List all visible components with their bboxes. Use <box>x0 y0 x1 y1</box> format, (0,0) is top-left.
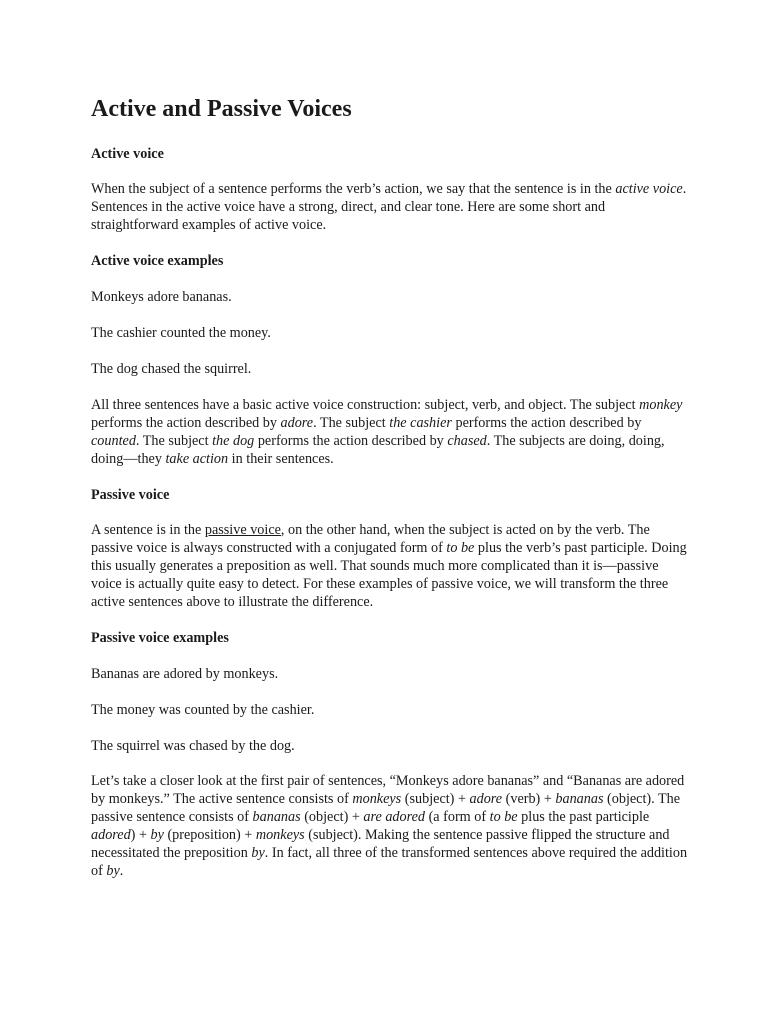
text-run: performs the action described by <box>451 415 642 431</box>
text-run: in their sentences. <box>228 451 334 467</box>
italic-term: by <box>150 827 164 843</box>
example-sentence: Monkeys adore bananas. <box>91 289 232 305</box>
italic-term: chased <box>447 433 487 449</box>
page-title: Active and Passive Voices <box>91 96 352 122</box>
example-sentence: The squirrel was chased by the dog. <box>91 738 295 754</box>
text-run: (a form of <box>425 809 490 825</box>
text-run: When the subject of a sentence performs the verb’s action, we say that the sentence is in the <box>91 181 616 197</box>
text-run: (subject) + <box>401 791 470 807</box>
text-run: . <box>119 863 124 879</box>
italic-term: adore <box>280 415 314 431</box>
italic-term: the cashier <box>389 415 452 431</box>
text-run: (subject). Making the sentence passive flipped the structure and necessitated the preposition <box>91 827 670 861</box>
example-sentence: The cashier counted the money. <box>91 325 271 341</box>
section-heading-passive-voice: Passive voice <box>91 487 170 503</box>
text-run: All three sentences have a basic active voice construction: subject, verb, and object. The subject <box>91 397 640 413</box>
italic-term: are adored <box>363 809 426 825</box>
section-heading-passive-examples: Passive voice examples <box>91 630 229 646</box>
text-run: performs the action described by <box>254 433 448 449</box>
text-run: (preposition) + <box>163 827 256 843</box>
passive-voice-link[interactable]: passive voice <box>204 522 281 538</box>
example-sentence: The money was counted by the cashier. <box>91 702 315 718</box>
text-run: . In fact, all three of the transformed sentences above required the addition of <box>91 845 688 879</box>
italic-term: adore <box>469 791 503 807</box>
text-run: (object) + <box>300 809 364 825</box>
text-run: . Sentences in the active voice have a strong, direct, and clear tone. Here are some short and straightforward examples of active voice. <box>91 181 687 233</box>
italic-term: by <box>106 863 120 879</box>
italic-term: to be <box>489 809 518 825</box>
section-heading-active-examples: Active voice examples <box>91 253 224 269</box>
text-run: , on the other hand, when the subject is acted on by the verb. The passive voice is always constructed with a conjugated form of <box>91 522 650 556</box>
italic-term: by <box>251 845 265 861</box>
italic-term: take action <box>165 451 229 467</box>
text-run: (object). The passive sentence consists of <box>91 791 681 825</box>
text-run: plus the verb’s past participle. Doing this usually generates a preposition as well. That sounds much more complicated than it is—passive voice is actually quite easy to detect. For these examples of passive voice, we will transform the three active sentences above to illustrate the difference. <box>91 540 687 610</box>
text-run: . The subject <box>135 433 213 449</box>
text-run: plus the past participle <box>517 809 650 825</box>
italic-term: adored <box>91 827 131 843</box>
paragraph-passive-intro <box>91 521 691 611</box>
paragraph-active-intro <box>91 180 691 234</box>
text-run: . The subject <box>313 415 390 431</box>
italic-term: bananas <box>555 791 604 807</box>
text-run: A sentence is in the <box>91 522 205 538</box>
italic-term: monkey <box>639 397 683 413</box>
text-run: (verb) + <box>502 791 556 807</box>
italic-term: monkeys <box>255 827 305 843</box>
italic-term: counted <box>91 433 136 449</box>
italic-term: active voice <box>615 181 683 197</box>
italic-term: monkeys <box>352 791 402 807</box>
text-run: ) + <box>130 827 151 843</box>
italic-term: to be <box>446 540 475 556</box>
example-sentence: The dog chased the squirrel. <box>91 361 252 377</box>
section-heading-active-voice: Active voice <box>91 146 164 162</box>
italic-term: the dog <box>212 433 255 449</box>
text-run: performs the action described by <box>91 415 281 431</box>
italic-term: bananas <box>252 809 301 825</box>
paragraph-active-explanation <box>91 396 691 468</box>
text-run: Let’s take a closer look at the first pair of sentences, “Monkeys adore bananas” and “Bananas are adored by monkeys.” The active sentence consists of <box>91 773 685 807</box>
text-run: . The subjects are doing, doing, doing—they <box>91 433 665 467</box>
example-sentence: Bananas are adored by monkeys. <box>91 666 279 682</box>
paragraph-closing <box>91 772 691 880</box>
